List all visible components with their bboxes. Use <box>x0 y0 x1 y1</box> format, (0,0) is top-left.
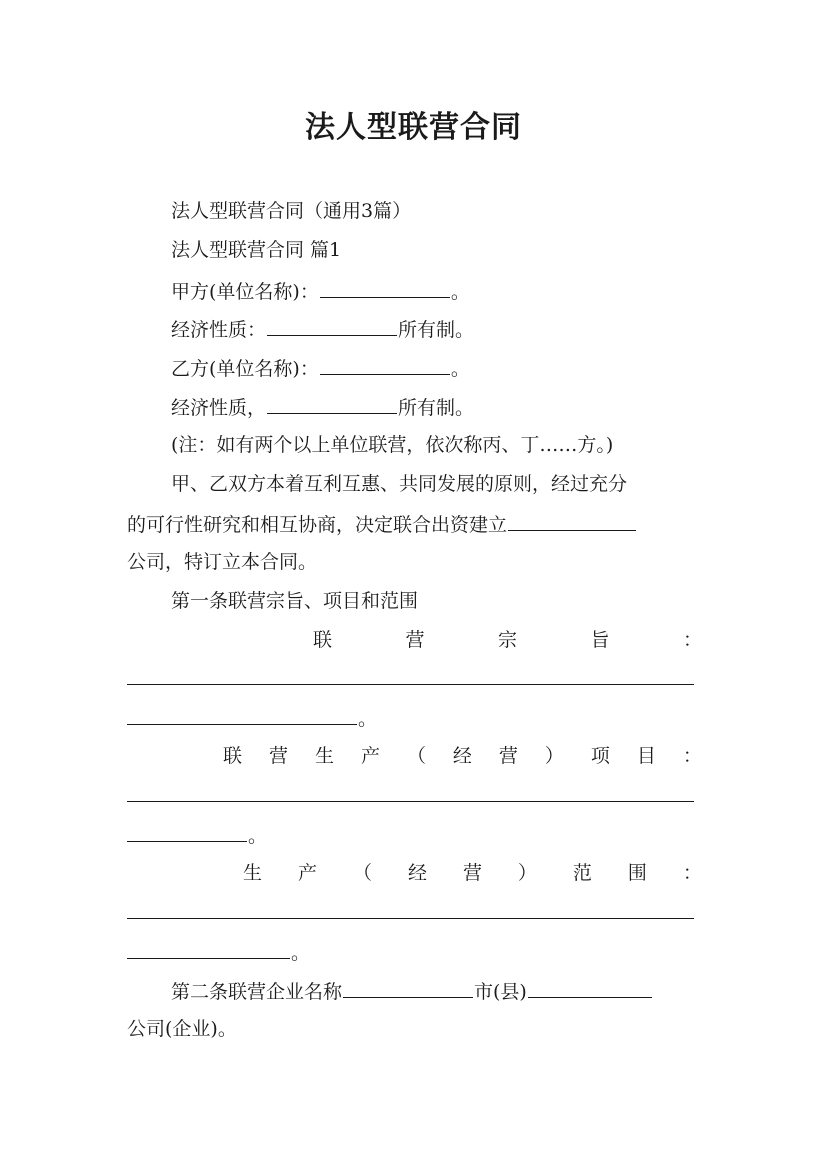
scope-label-char: 经 <box>407 862 427 884</box>
scope-label-char: 围 <box>627 862 647 884</box>
party-a-name-blank <box>320 279 450 298</box>
party-b-nature-blank <box>267 395 397 414</box>
company-name-blank <box>508 512 636 531</box>
purpose-label-chars <box>313 629 702 651</box>
purpose-end: 。 <box>358 708 378 730</box>
preamble-line-3: 公司，特订立本合同。 <box>127 551 318 573</box>
party-b-end: 。 <box>450 358 470 380</box>
party-a-name-line <box>127 279 746 303</box>
preamble-line-1: 甲、乙双方本着互利互惠、共同发展的原则，经过充分 <box>171 473 628 495</box>
preamble-text: 的可行性研究和相互协商，决定联合出资建立 <box>127 514 508 536</box>
scope-short-blank <box>127 940 290 959</box>
party-a-nature-suffix: 所有制。 <box>398 319 475 341</box>
project-label-char: 项 <box>590 745 610 767</box>
document-title: 法人型联营合同 <box>305 110 522 145</box>
article-2-label: 第二条联营企业名称 <box>171 981 343 1003</box>
purpose-blank-1 <box>127 666 702 685</box>
project-label <box>127 745 702 767</box>
scope-label-char: 范 <box>572 862 592 884</box>
scope-blank-2 <box>127 940 702 964</box>
preamble-line-2 <box>127 512 702 536</box>
purpose-label-char: 旨 <box>590 629 610 651</box>
scope-blank-1 <box>127 900 702 919</box>
project-label-char: 产 <box>360 745 380 767</box>
purpose-label <box>127 629 702 651</box>
party-a-nature-blank <box>267 317 397 336</box>
party-b-label: 乙方(单位名称)： <box>171 358 319 380</box>
project-label-char: 生 <box>314 745 334 767</box>
contract-subtitle: 法人型联营合同（通用3篇） <box>171 200 412 222</box>
enterprise-name-blank <box>528 979 652 998</box>
project-label-char: 目 <box>636 745 656 767</box>
scope-label <box>127 862 702 884</box>
project-label-char: （ <box>406 745 426 767</box>
party-a-nature-label: 经济性质： <box>171 319 267 341</box>
scope-label-char: （ <box>352 862 372 884</box>
purpose-label-char: ： <box>682 629 702 651</box>
scope-full-blank <box>127 900 694 919</box>
party-a-nature-line <box>127 317 746 341</box>
purpose-blank-2 <box>127 706 702 730</box>
party-a-label: 甲方(单位名称)： <box>171 281 319 303</box>
purpose-label-char: 营 <box>405 629 425 651</box>
article-2-line <box>127 979 746 1003</box>
city-suffix: 市(县) <box>474 981 527 1003</box>
scope-label-char: 生 <box>243 862 263 884</box>
project-label-char: ） <box>544 745 564 767</box>
project-short-blank <box>127 823 247 842</box>
scope-end: 。 <box>291 942 311 964</box>
party-a-end: 。 <box>450 281 470 303</box>
party-b-nature-label: 经济性质， <box>171 397 267 419</box>
scope-label-char: 营 <box>462 862 482 884</box>
article-1-heading: 第一条联营宗旨、项目和范围 <box>171 590 419 612</box>
note-line: (注：如有两个以上单位联营，依次称丙、丁……方。) <box>171 434 614 456</box>
party-b-nature-line <box>127 395 746 419</box>
scope-label-char: ： <box>682 862 702 884</box>
scope-label-char: ） <box>517 862 537 884</box>
project-label-char: 联 <box>223 745 243 767</box>
project-end: 。 <box>248 825 268 847</box>
party-b-name-blank <box>320 356 450 375</box>
project-label-char: 营 <box>498 745 518 767</box>
project-blank-2 <box>127 823 702 847</box>
project-blank-1 <box>127 783 702 802</box>
purpose-label-char: 联 <box>313 629 333 651</box>
city-blank <box>343 979 473 998</box>
purpose-label-char: 宗 <box>497 629 517 651</box>
project-label-char: ： <box>682 745 702 767</box>
scope-label-char: 产 <box>297 862 317 884</box>
project-label-chars <box>223 745 702 767</box>
project-full-blank <box>127 783 694 802</box>
project-label-char: 经 <box>452 745 472 767</box>
article-2-line-2: 公司(企业)。 <box>127 1018 237 1040</box>
project-label-char: 营 <box>268 745 288 767</box>
contract-part-heading: 法人型联营合同 篇1 <box>171 239 342 261</box>
scope-label-chars <box>243 862 702 884</box>
party-b-nature-suffix: 所有制。 <box>398 397 475 419</box>
purpose-full-blank <box>127 666 694 685</box>
purpose-short-blank <box>127 706 357 725</box>
party-b-name-line <box>127 356 746 380</box>
